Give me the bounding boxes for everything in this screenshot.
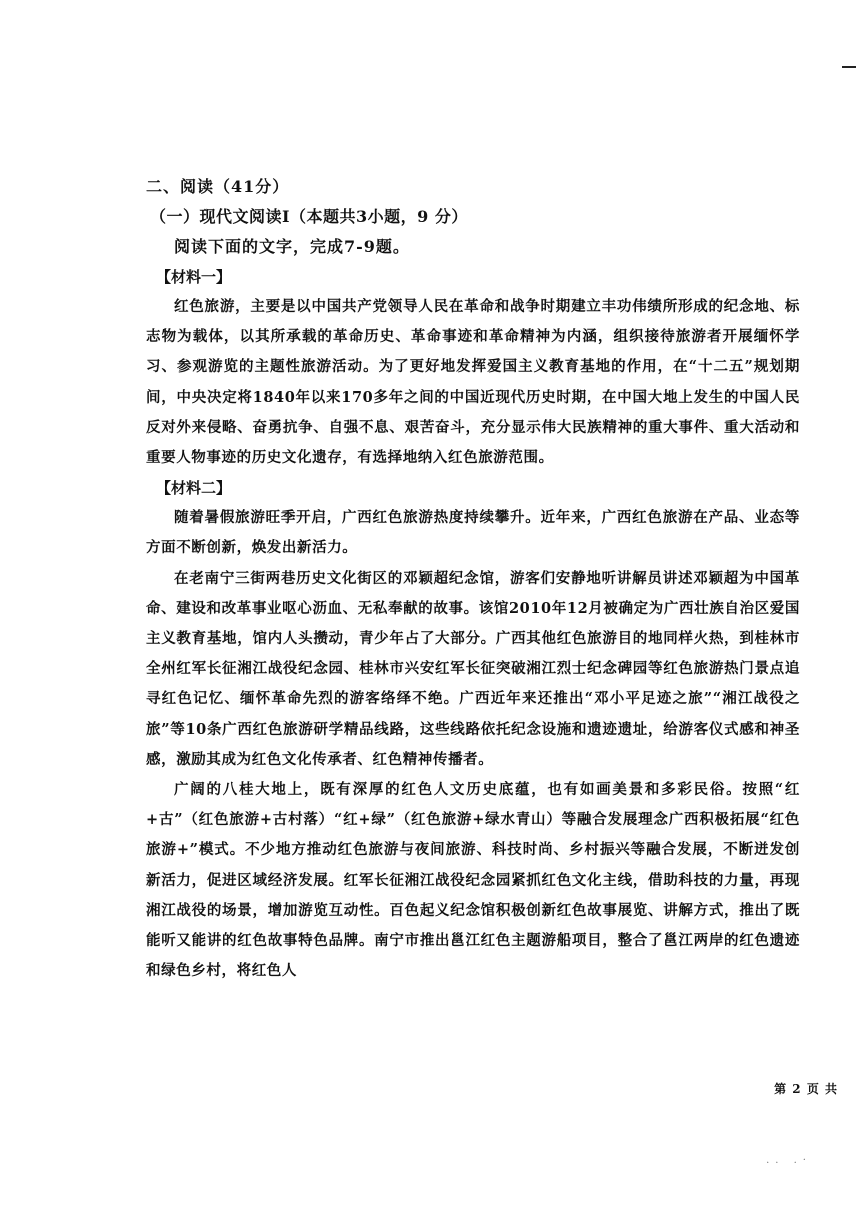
material-two-paragraph-2: 在老南宁三街两巷历史文化街区的邓颖超纪念馆，游客们安静地听讲解员讲述邓颖超为中国革命、建设和改革事业呕心沥血、无私奉献的故事。该馆2010年12月被确定为广西壮族自治区爱国主义教育基地，馆内人头攒动，青少年占了大部分。广西其他红色旅游目的地同样火热，到桂林市全州红军长征湘江战役纪念园、桂林市兴安红军长征突破湘江烈士纪念碑园等红色旅游热门景点追寻红色记忆、缅怀革命先烈的游客络绎不绝。广西近年来还推出“邓小平足迹之旅”“湘江战役之旅”等10条广西红色旅游研学精品线路，这些线路依托纪念设施和遗迹遗址，给游客仪式感和神圣感，激励其成为红色文化传承者、红色精神传播者。 xyxy=(146,569,800,768)
material-one-label: 【材料一】 xyxy=(156,268,232,286)
material-two-paragraph-3: 广阔的八桂大地上，既有深厚的红色人文历史底蕴，也有如画美景和多彩民俗。按照“红+古”（红色旅游+古村落）“红+绿”（红色旅游+绿水青山）等融合发展理念广西积极拓展“红色旅游+”模式。不少地方推动红色旅游与夜间旅游、科技时尚、乡村振兴等融合发展，不断迸发创新活力，促进区域经济发展。红军长征湘江战役纪念园紧抓红色文化主线，借助科技的力量，再现湘江战役的场景，增加游览互动性。百色起义纪念馆积极创新红色故事展览、讲解方式，推出了既能听又能讲的红色故事特色品牌。南宁市推出邕江红色主题游船项目，整合了邕江两岸的红色遗迹和绿色乡村，将红色人 xyxy=(146,781,800,980)
scan-noise: .. .· xyxy=(766,1155,812,1166)
material-two-paragraph-1: 随着暑假旅游旺季开启，广西红色旅游热度持续攀升。近年来，广西红色旅游在产品、业态等方面不断创新，焕发出新活力。 xyxy=(146,509,800,557)
subsection-title: （一）现代文阅读Ⅰ（本题共3小题，9 分） xyxy=(150,207,468,226)
reading-instruction: 阅读下面的文字，完成7-9题。 xyxy=(174,237,410,256)
section-title: 二、阅读（41分） xyxy=(146,177,290,196)
scan-edge-mark xyxy=(842,66,856,68)
page-number: 第 2 页 共 xyxy=(774,1082,838,1096)
reading-section xyxy=(146,172,800,986)
material-two-label: 【材料二】 xyxy=(156,479,232,498)
material-one-paragraph: 红色旅游，主要是以中国共产党领导人民在革命和战争时期建立丰功伟绩所形成的纪念地、标志物为载体，以其所承载的革命历史、革命事迹和革命精神为内涵，组织接待旅游者开展缅怀学习、参观游览的主题性旅游活动。为了更好地发挥爱国主义教育基地的作用，在“十二五”规划期间，中央决定将1840年以来170多年之间的中国近现代历史时期，在中国大地上发生的中国人民反对外来侵略、奋勇抗争、自强不息、艰苦奋斗，充分显示伟大民族精神的重大事件、重大活动和重要人物事迹的历史文化遗存，有选择地纳入红色旅游范围。 xyxy=(146,298,800,467)
